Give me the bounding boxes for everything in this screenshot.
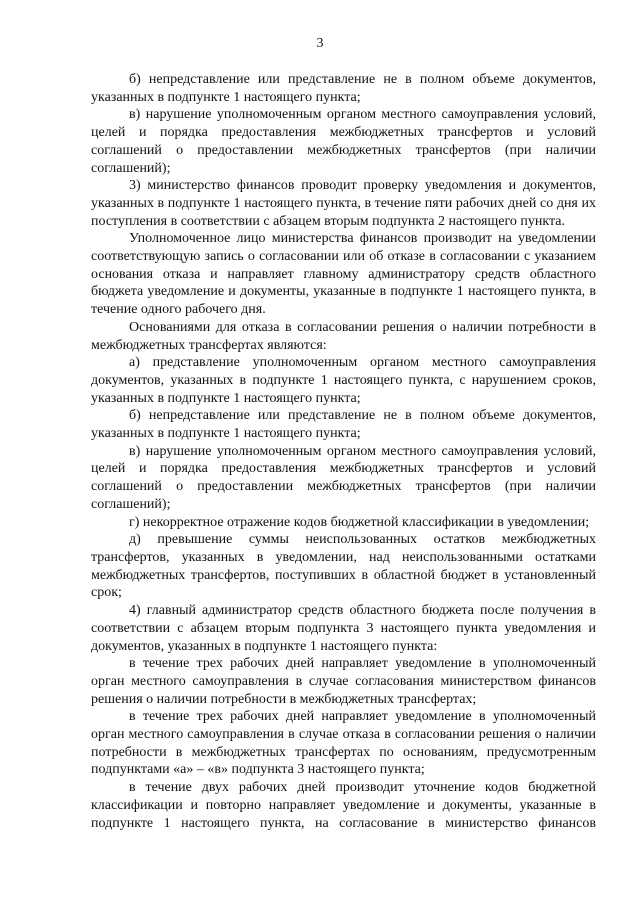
paragraph: а) представление уполномоченным органом местного самоуправления документов, указанных в подпункте 1 настоящего пункта, с нарушением сроков, указанных в подпункте 1 настоящего пункта; bbox=[91, 355, 596, 406]
paragraph: в) нарушение уполномоченным органом местного самоуправления условий, целей и порядка предоставления межбюджетных трансфертов и условий соглашений о предоставлении межбюджетных трансфертов (при наличии соглашений); bbox=[91, 107, 596, 176]
paragraph: б) непредставление или представление не в полном объеме документов, указанных в подпункте 1 настоящего пункта; bbox=[91, 408, 596, 442]
paragraph: Уполномоченное лицо министерства финансов производит на уведомлении соответствующую запись о согласовании или об отказе в согласовании с указанием основания отказа и направляет главному администратору средств областного бюджета уведомление и документы, указанные в подпункте 1 настоящего пункта, в течение одного рабочего дня. bbox=[91, 231, 596, 318]
paragraph: в) нарушение уполномоченным органом местного самоуправления условий, целей и порядка предоставления межбюджетных трансфертов и условий соглашений о предоставлении межбюджетных трансфертов (при наличии соглашений); bbox=[91, 443, 596, 512]
paragraph: г) некорректное отражение кодов бюджетной классификации в уведомлении; bbox=[129, 514, 590, 530]
paragraph: д) превышение суммы неиспользованных остатков межбюджетных трансфертов, указанных в уведомлении, над неиспользованными остатками межбюджетных трансфертов, поступивших в областной бюджет в установленный срок; bbox=[91, 532, 596, 601]
paragraph: в течение трех рабочих дней направляет уведомление в уполномоченный орган местного самоуправления в случае согласования министерством финансов решения о наличии потребности в межбюджетных трансфертах; bbox=[91, 656, 596, 707]
paragraph: в течение двух рабочих дней производит уточнение кодов бюджетной классификации и повторно направляет уведомление и документы, указанные в подпункте 1 настоящего пункта, на согласование в министерство финансов bbox=[91, 780, 596, 831]
document-body bbox=[91, 71, 596, 832]
paragraph: Основаниями для отказа в согласовании решения о наличии потребности в межбюджетных трансфертах являются: bbox=[91, 319, 596, 353]
paragraph: 4) главный администратор средств областного бюджета после получения в соответствии с абзацем вторым подпункта 3 настоящего пункта уведомления и документов, указанных в подпункте 1 настоящего пункта: bbox=[91, 603, 596, 654]
paragraph: в течение трех рабочих дней направляет уведомление в уполномоченный орган местного самоуправления в случае отказа в согласовании решения о наличии потребности в межбюджетных трансфертах по основаниям, предусмотренным подпунктами «а» – «в» подпункта 3 настоящего пункта; bbox=[91, 709, 596, 778]
paragraph: б) непредставление или представление не в полном объеме документов, указанных в подпункте 1 настоящего пункта; bbox=[91, 72, 596, 105]
page-number: 3 bbox=[316, 36, 324, 51]
paragraph: 3) министерство финансов проводит проверку уведомления и документов, указанных в подпункте 1 настоящего пункта, в течение пяти рабочих дней со дня их поступления в соответствии с абзацем вторым подпункта 2 настоящего пункта. bbox=[91, 178, 596, 229]
